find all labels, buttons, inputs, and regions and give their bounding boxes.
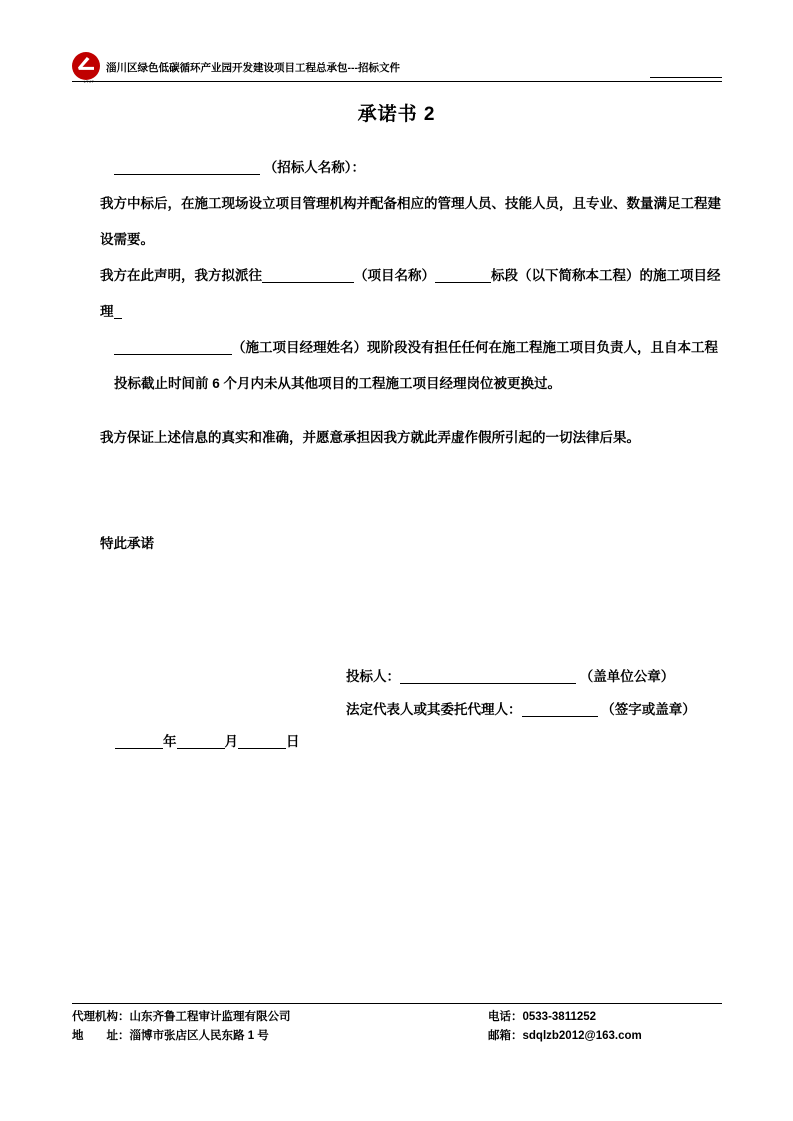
section-blank — [435, 265, 491, 283]
representative-signature-row — [346, 693, 696, 726]
document-footer — [72, 1008, 722, 1046]
header-title: 淄川区绿色低碳循环产业园开发建设项目工程总承包---招标文件 — [106, 62, 400, 74]
addressee-blank — [114, 157, 260, 175]
signature-block — [346, 660, 696, 726]
year-blank — [115, 732, 163, 749]
phone-value: 0533-3811252 — [522, 1011, 597, 1023]
paragraph-2-part-b: （项目名称） — [354, 268, 435, 283]
agency-value: 山东齐鲁工程审计监理有限公司 — [129, 1011, 291, 1023]
representative-blank — [522, 700, 598, 717]
company-logo-icon — [72, 52, 100, 80]
paragraph-1: 我方中标后，在施工现场设立项目管理机构并配备相应的管理人员、技能人员，且专业、数量满足工程建设需要。 — [100, 196, 721, 247]
date-row — [115, 730, 300, 750]
email-label: 邮箱： — [488, 1030, 523, 1042]
footer-row-address — [72, 1027, 722, 1046]
bidder-label: 投标人： — [346, 669, 400, 684]
month-blank — [177, 732, 225, 749]
footer-row-agency — [72, 1008, 722, 1027]
logo-swoosh-icon — [78, 57, 94, 74]
promise-line: 特此承诺 — [100, 536, 154, 551]
agency-info — [72, 1008, 291, 1027]
project-name-blank — [262, 265, 354, 283]
manager-blank-tail — [114, 301, 122, 319]
date-day-label: 日 — [286, 734, 300, 749]
footer-divider — [72, 1003, 722, 1004]
address-info — [72, 1027, 269, 1046]
day-blank — [238, 732, 286, 749]
date-year-label: 年 — [163, 734, 177, 749]
header-divider-right — [650, 77, 722, 78]
manager-name-blank — [114, 337, 232, 355]
header-divider — [72, 81, 722, 82]
address-label: 地 址： — [72, 1030, 130, 1042]
paragraph-2-part-a: 我方在此声明，我方拟派往 — [100, 268, 262, 283]
paragraph-2-cont — [72, 330, 722, 402]
agency-label: 代理机构： — [72, 1011, 130, 1023]
email-value: sdqlzb2012@163.com — [522, 1030, 642, 1042]
representative-label: 法定代表人或其委托代理人： — [346, 702, 522, 717]
phone-label: 电话： — [488, 1011, 523, 1023]
document-body — [72, 150, 722, 456]
bidder-blank — [400, 667, 576, 684]
bidder-signature-row — [346, 660, 696, 693]
date-month-label: 月 — [224, 734, 238, 749]
logo-subtext: LTJT — [83, 79, 95, 84]
paragraph-2 — [72, 258, 722, 330]
page-title: 承诺书 2 — [357, 104, 436, 125]
paragraph-3: 我方保证上述信息的真实和准确，并愿意承担因我方就此弄虚作假所引起的一切法律后果。 — [100, 430, 640, 445]
paragraph-2-part-d: （施工项目经理姓名）现阶段没有担任任何在施工程施工项目负责人，且自本工程投标截止时间前 6 个月内未从其他项目的工程施工项目经理岗位被更换过。 — [114, 340, 718, 391]
representative-note: （签字或盖章） — [601, 702, 696, 717]
addressee-line — [72, 150, 722, 186]
document-header — [72, 52, 722, 84]
paragraph-2-part-c: 标段（以下简称本工程）的施工项目经理 — [100, 268, 721, 319]
bidder-note: （盖单位公章） — [579, 669, 675, 684]
address-value: 淄博市张店区人民东路 1 号 — [129, 1030, 269, 1042]
email-info — [488, 1027, 642, 1046]
addressee-suffix: （招标人名称）： — [263, 160, 366, 175]
phone-info — [488, 1008, 596, 1027]
